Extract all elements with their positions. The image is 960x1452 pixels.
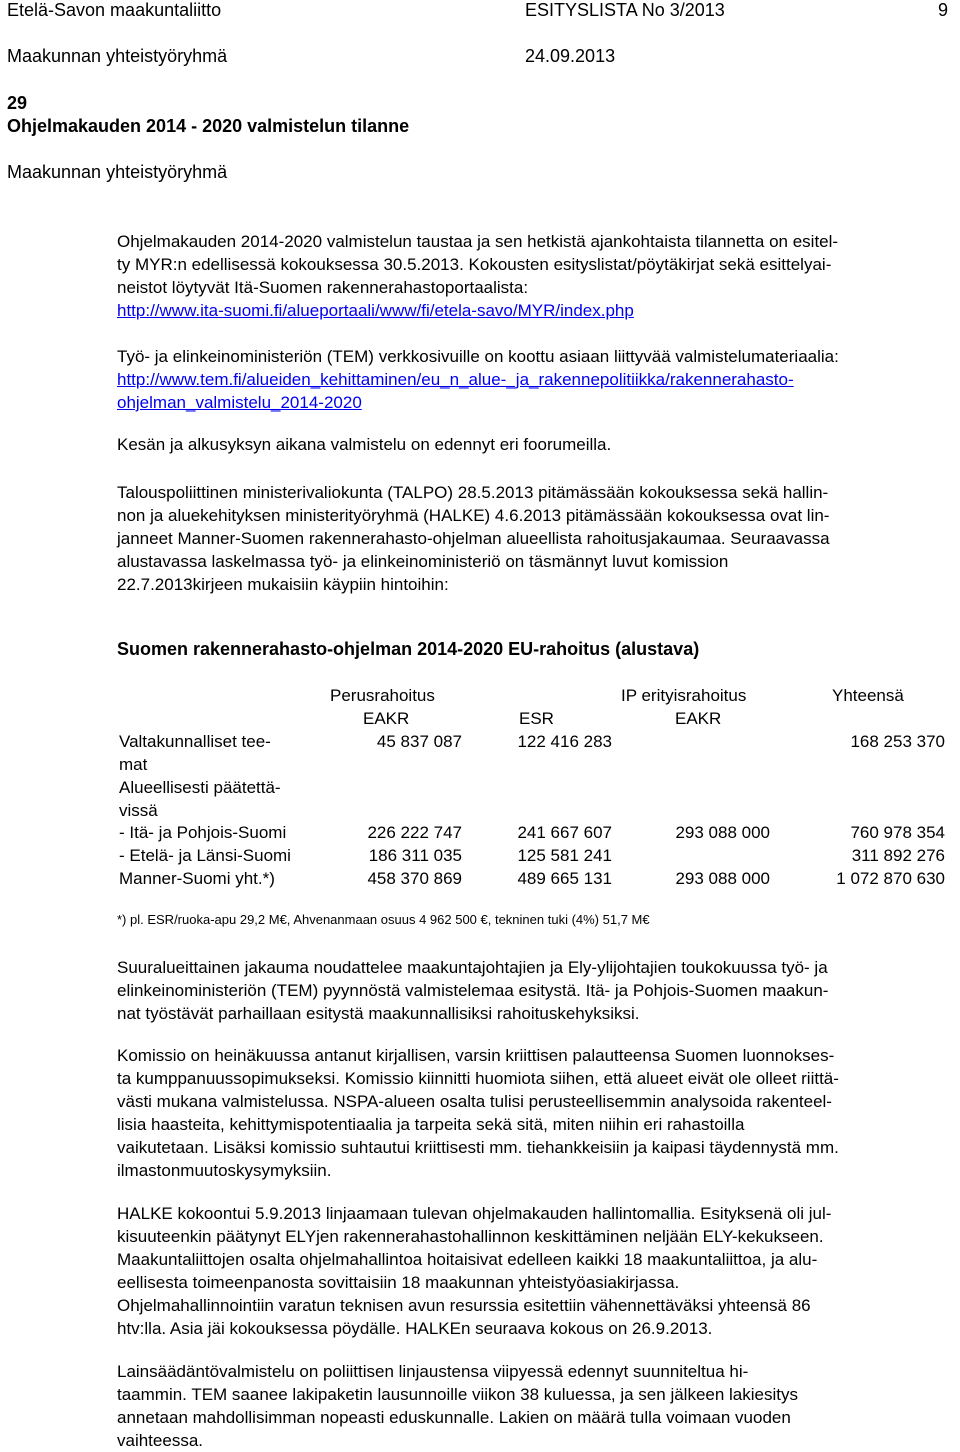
row-label: Alueellisesti päätettä- (119, 778, 281, 797)
text-line: Suuralueittainen jakauma noudattelee maakuntajohtajien ja Ely-ylijohtajien toukokuussa työ- ja (117, 958, 828, 977)
column-header-total: Yhteensä (832, 686, 904, 705)
table-cell-eakr: 45 837 087 (376, 732, 462, 751)
text-line: nat työstävät parhaillaan esitystä maakunnallisiksi rahoituskehyksiksi. (117, 1004, 640, 1023)
text-line: Kesän ja alkusyksyn aikana valmistelu on edennyt eri foorumeilla. (117, 435, 612, 454)
row-label: - Etelä- ja Länsi-Suomi (119, 846, 291, 865)
item-title: Ohjelmakauden 2014 - 2020 valmistelun tilanne (7, 116, 410, 136)
text-line: HALKE kokoontui 5.9.2013 linjaamaan tulevan ohjelmakauden hallintomallia. Esityksenä oli jul- (117, 1204, 832, 1223)
text-line: kisuuteenkin päätynyt ELYjen rakennerahastohallinnon keskittäminen neljään ELY-kekukseen. (117, 1227, 824, 1246)
table-cell-ip: 293 088 000 (675, 869, 770, 888)
row-label: - Itä- ja Pohjois-Suomi (119, 823, 287, 842)
text-line: Ohjelmakauden 2014-2020 valmistelun taustaa ja sen hetkistä ajankohtaista tilannetta on esitel- (117, 232, 839, 251)
table-cell-eakr: 458 370 869 (367, 869, 462, 888)
column-header-ip: IP erityisrahoitus (621, 686, 747, 705)
item-group: Maakunnan yhteistyöryhmä (7, 162, 228, 182)
table-cell-esr: 122 416 283 (517, 732, 612, 751)
text-line: elinkeinoministeriön (TEM) pyynnöstä valmistelemaa esitystä. Itä- ja Pohjois-Suomen maakun- (117, 981, 829, 1000)
text-line: Ohjelmahallinnointiin varatun teknisen avun resurssia esitettiin vähennettäväksi yhteensä 86 (117, 1296, 811, 1315)
table-cell-esr: 241 667 607 (517, 823, 612, 842)
table-cell-ip: 293 088 000 (675, 823, 770, 842)
table-cell-total: 1 072 870 630 (836, 869, 945, 888)
row-label-continued: mat (119, 755, 148, 774)
header-doc-number: ESITYSLISTA No 3/2013 (525, 0, 725, 20)
column-header-esr: ESR (519, 709, 554, 728)
text-line: Komissio on heinäkuussa antanut kirjallisen, varsin kriittisen palautteensa Suomen luonnokses- (117, 1046, 835, 1065)
text-line: ty MYR:n edellisessä kokouksessa 30.5.2013. Kokousten esityslistat/pöytäkirjat sekä esittelyai- (117, 255, 832, 274)
text-line: lisia haasteita, kehittymispotentiaalia ja tarpeita sekä sitä, miten niihin eri rahastoilla (117, 1115, 745, 1134)
header-page-number: 9 (938, 0, 949, 20)
column-header-perusrahoitus: Perusrahoitus (330, 686, 435, 705)
text-line: annetaan mahdollisimman nopeasti eduskunnalle. Lakien on määrä tulla voimaan vuoden (117, 1408, 791, 1427)
table-cell-esr: 489 665 131 (517, 869, 612, 888)
row-label-continued: vissä (119, 801, 158, 820)
halke-paragraph (117, 1202, 960, 1340)
table-cell-total: 311 892 276 (851, 846, 945, 865)
header-body: Maakunnan yhteistyöryhmä (7, 46, 228, 66)
text-line: janneet Manner-Suomen rakennerahasto-ohjelman alueellista rahoitusjakaumaa. Seuraavassa (117, 529, 830, 548)
table-cell-total: 168 253 370 (850, 732, 945, 751)
text-line: htv:lla. Asia jäi kokouksessa pöydälle. HALKEn seuraava kokous on 26.9.2013. (117, 1319, 713, 1338)
table-cell-eakr: 226 222 747 (367, 823, 462, 842)
intro-paragraph (117, 230, 960, 322)
text-line: 22.7.2013kirjeen mukaisiin käypiin hintoihin: (117, 575, 449, 594)
tem-paragraph (117, 345, 960, 414)
table-title: Suomen rakennerahasto-ohjelman 2014-2020 EU-rahoitus (alustava) (117, 639, 700, 659)
column-header-eakr: EAKR (363, 709, 410, 728)
text-line: vaikutetaan. Lisäksi komissio suhtautui kriittisesti mm. tiehankkeisiin ja kaipasi täydennystä mm. (117, 1138, 839, 1157)
table-cell-esr: 125 581 241 (517, 846, 612, 865)
header-org: Etelä-Savon maakuntaliitto (7, 0, 222, 20)
commission-paragraph (117, 1044, 960, 1182)
text-line: ilmastonmuutoskysymyksiin. (117, 1161, 332, 1180)
text-line: västi mukana valmistelussa. NSPA-alueen osalta tulisi perusteellisemmin analysoida rakenteel- (117, 1092, 832, 1111)
legislation-paragraph (117, 1360, 960, 1452)
row-label: Valtakunnalliset tee- (119, 732, 271, 751)
table-cell-eakr: 186 311 035 (368, 846, 462, 865)
tem-link-continued[interactable]: ohjelman_valmistelu_2014-2020 (117, 393, 362, 412)
allocation-paragraph (117, 956, 960, 1025)
table-cell-total: 760 978 354 (850, 823, 945, 842)
text-line: vaihteessa. (117, 1431, 203, 1450)
header-date: 24.09.2013 (525, 46, 616, 66)
row-label: Manner-Suomi yht.*) (119, 869, 275, 888)
portal-link[interactable]: http://www.ita-suomi.fi/alueportaali/www/fi/etela-savo/MYR/index.php (117, 301, 634, 320)
item-number: 29 (7, 93, 28, 113)
text-line: neistot löytyvät Itä-Suomen rakennerahastoportaalista: (117, 278, 529, 297)
tem-link[interactable]: http://www.tem.fi/alueiden_kehittaminen/eu_n_alue-_ja_rakennepolitiikka/rakennerahasto- (117, 370, 794, 389)
text-line: ta kumppanuussopimukseksi. Komissio kiinnitti huomiota siihen, että alueet eivät ole olleet riittä- (117, 1069, 839, 1088)
text-line: non ja aluekehityksen ministerityöryhmä (HALKE) 4.6.2013 pitämässään kokouksessa ovat lin- (117, 506, 830, 525)
text-line: Työ- ja elinkeinoministeriön (TEM) verkkosivuille on koottu asiaan liittyvää valmistelumateriaalia: (117, 347, 839, 366)
text-line: Maakuntaliittojen osalta ohjelmahallintoa hoitaisivat edelleen kaikki 18 maakuntaliittoa, ja alu- (117, 1250, 818, 1269)
column-header-ip-eakr: EAKR (675, 709, 722, 728)
text-line: eellisesta toimeenpanosta sovittaisiin 18 maakunnan yhteistyöasiakirjassa. (117, 1273, 680, 1292)
text-line: alustavassa laskelmassa työ- ja elinkeinoministeriö on täsmännyt luvut komission (117, 552, 729, 571)
text-line: taammin. TEM saanee lakipaketin lausunnoille viikon 38 kuluessa, ja sen jälkeen lakiesitys (117, 1385, 798, 1404)
progress-paragraph (117, 433, 960, 456)
text-line: Talouspoliittinen ministerivaliokunta (TALPO) 28.5.2013 pitämässään kokouksessa sekä hallin- (117, 483, 829, 502)
text-line: Lainsäädäntövalmistelu on poliittisen linjaustensa viipyessä edennyt suunniteltua hi- (117, 1362, 749, 1381)
table-footnote: *) pl. ESR/ruoka-apu 29,2 M€, Ahvenanmaan osuus 4 962 500 €, tekninen tuki (4%) 51,7 M€ (117, 912, 650, 927)
talpo-paragraph (117, 481, 960, 596)
